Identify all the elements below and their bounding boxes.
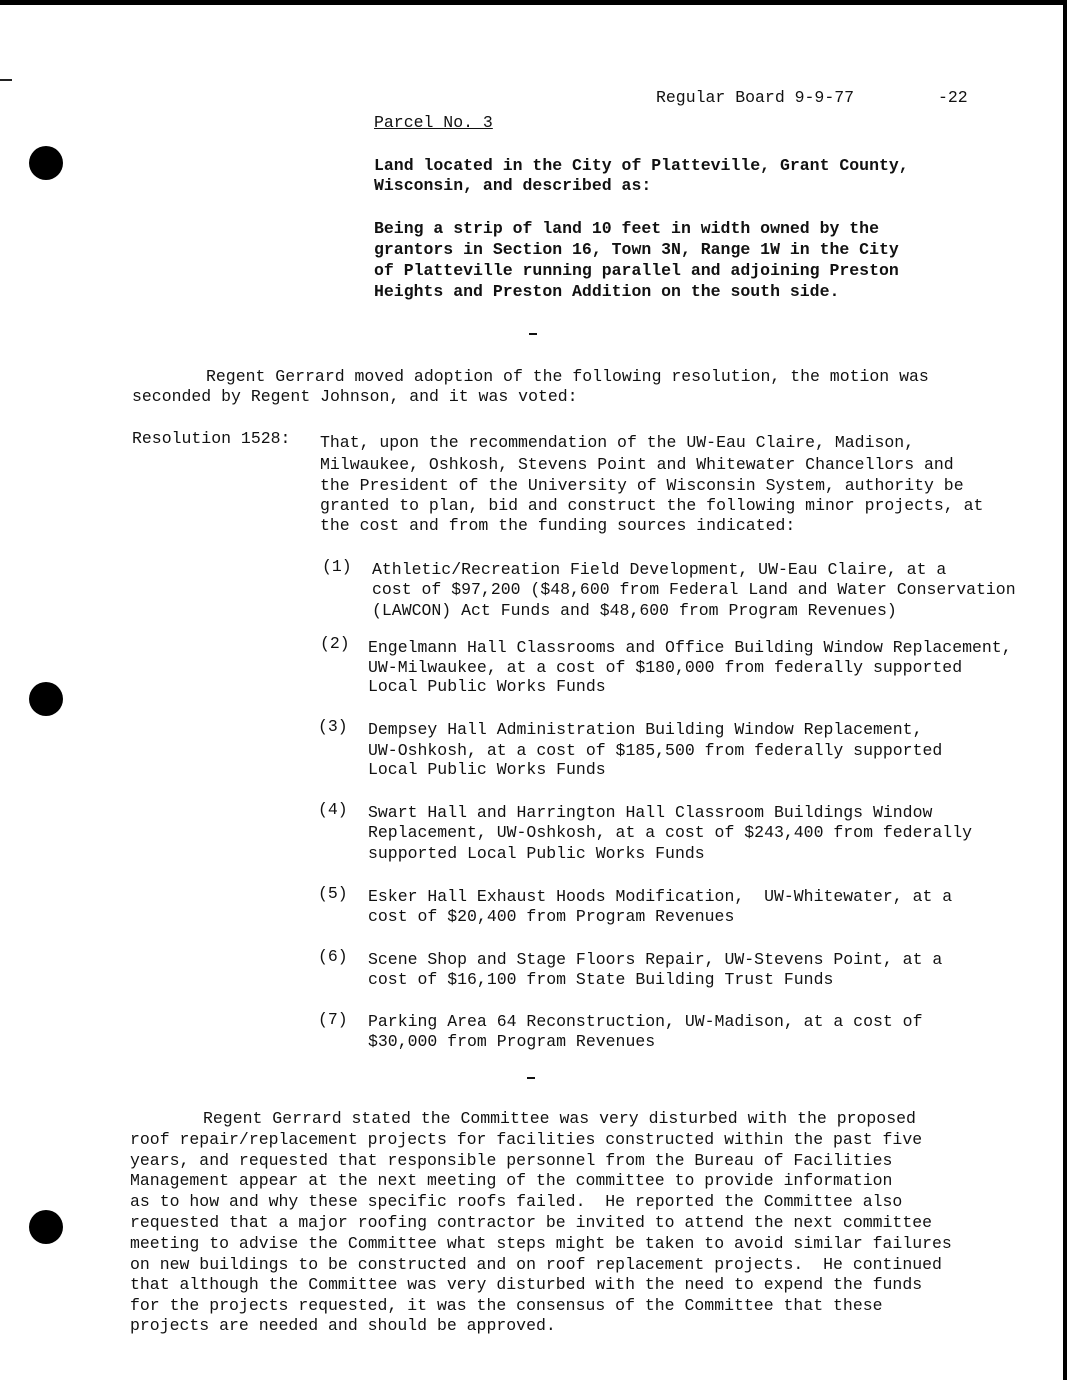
resolution-line: That, upon the recommendation of the UW-Eau Claire, Madison, [320, 433, 915, 452]
item-line: (LAWCON) Act Funds and $48,600 from Program Revenues) [372, 601, 897, 620]
item-line: UW-Oshkosh, at a cost of $185,500 from federally supported [368, 741, 943, 760]
board-header: Regular Board 9-9-77 [656, 88, 855, 107]
item-line: Parking Area 64 Reconstruction, UW-Madison, at a cost of [368, 1012, 923, 1031]
item-number: (6) [318, 947, 348, 966]
parcel-p2-line: of Platteville running parallel and adjoining Preston [374, 261, 899, 280]
parcel-p2-line: grantors in Section 16, Town 3N, Range 1W in the City [374, 240, 899, 259]
page-number: -22 [938, 88, 968, 107]
page-top-edge [0, 0, 1067, 5]
item-line: Replacement, UW-Oshkosh, at a cost of $243,400 from federally [368, 823, 972, 842]
item-line: cost of $16,100 from State Building Trust Funds [368, 970, 834, 989]
item-line: Swart Hall and Harrington Hall Classroom Buildings Window [368, 803, 933, 822]
closing-line: Regent Gerrard stated the Committee was very disturbed with the proposed [203, 1109, 916, 1128]
item-number: (1) [322, 557, 352, 576]
resolution-line: the cost and from the funding sources indicated: [320, 516, 796, 535]
closing-line: meeting to advise the Committee what steps might be taken to avoid similar failures [130, 1234, 952, 1253]
page-right-edge [1063, 0, 1067, 1380]
parcel-title: Parcel No. 3 [374, 113, 493, 132]
resolution-label: Resolution 1528: [132, 429, 291, 448]
item-line: $30,000 from Program Revenues [368, 1032, 656, 1051]
parcel-p2-line: Being a strip of land 10 feet in width owned by the [374, 219, 879, 238]
closing-line: as to how and why these specific roofs failed. He reported the Committee also [130, 1192, 903, 1211]
scan-mark [0, 79, 12, 81]
item-line: cost of $97,200 ($48,600 from Federal Land and Water Conservation [372, 580, 1016, 599]
item-number: (7) [318, 1010, 348, 1029]
closing-line: roof repair/replacement projects for facilities constructed within the past five [130, 1130, 923, 1149]
parcel-p1-line: Wisconsin, and described as: [374, 176, 652, 195]
closing-line: on new buildings to be constructed and on roof replacement projects. He continued [130, 1255, 942, 1274]
item-line: Athletic/Recreation Field Development, UW-Eau Claire, at a [372, 560, 947, 579]
resolution-line: granted to plan, bid and construct the following minor projects, at [320, 496, 984, 515]
item-line: cost of $20,400 from Program Revenues [368, 907, 735, 926]
item-line: Esker Hall Exhaust Hoods Modification, UW-Whitewater, at a [368, 887, 953, 906]
motion-line: Regent Gerrard moved adoption of the following resolution, the motion was [206, 367, 929, 386]
closing-line: requested that a major roofing contractor be invited to attend the next committee [130, 1213, 933, 1232]
closing-line: projects are needed and should be approved. [130, 1316, 556, 1335]
hole-punch-icon [29, 682, 63, 716]
item-line: UW-Milwaukee, at a cost of $180,000 from federally supported [368, 658, 963, 677]
section-divider [527, 1077, 535, 1079]
hole-punch-icon [29, 1210, 63, 1244]
item-number: (5) [318, 884, 348, 903]
item-number: (4) [318, 800, 348, 819]
item-line: Engelmann Hall Classrooms and Office Building Window Replacement, [368, 638, 1012, 657]
item-line: Scene Shop and Stage Floors Repair, UW-Stevens Point, at a [368, 950, 943, 969]
item-number: (2) [320, 634, 350, 653]
closing-line: that although the Committee was very disturbed with the need to expend the funds [130, 1275, 923, 1294]
parcel-p1-line: Land located in the City of Platteville, Grant County, [374, 156, 909, 175]
item-line: Dempsey Hall Administration Building Window Replacement, [368, 720, 923, 739]
resolution-line: Milwaukee, Oshkosh, Stevens Point and Whitewater Chancellors and [320, 455, 954, 474]
item-number: (3) [318, 717, 348, 736]
parcel-p2-line: Heights and Preston Addition on the south side. [374, 282, 840, 301]
resolution-line: the President of the University of Wisconsin System, authority be [320, 476, 964, 495]
item-line: Local Public Works Funds [368, 760, 606, 779]
closing-line: years, and requested that responsible personnel from the Bureau of Facilities [130, 1151, 893, 1170]
hole-punch-icon [29, 146, 63, 180]
item-line: Local Public Works Funds [368, 677, 606, 696]
closing-line: Management appear at the next meeting of the committee to provide information [130, 1171, 893, 1190]
motion-line: seconded by Regent Johnson, and it was voted: [132, 387, 578, 406]
closing-line: for the projects requested, it was the consensus of the Committee that these [130, 1296, 883, 1315]
item-line: supported Local Public Works Funds [368, 844, 705, 863]
section-divider [529, 333, 537, 335]
